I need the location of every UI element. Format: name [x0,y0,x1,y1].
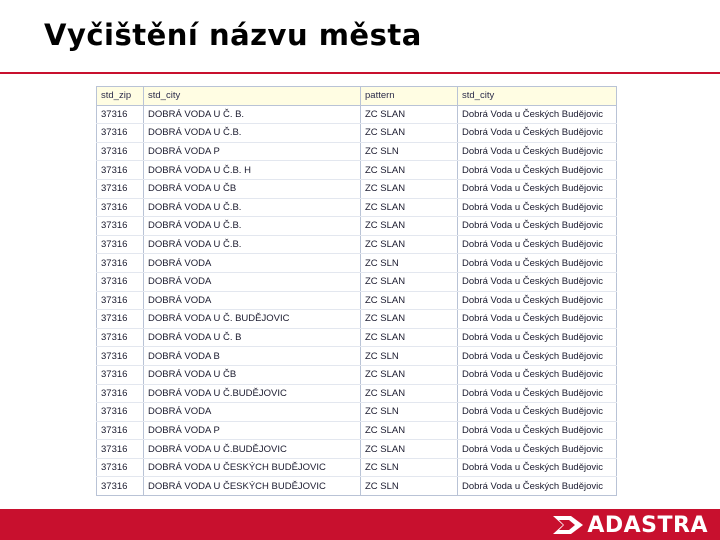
table-cell: ZC SLN [361,254,458,273]
table-row [97,217,617,236]
table-cell: DOBRÁ VODA P [144,421,361,440]
table-cell: ZC SLN [361,403,458,422]
table-cell: DOBRÁ VODA U Č. B [144,328,361,347]
table-row [97,458,617,477]
table-cell: 37316 [97,347,144,366]
table-cell: 37316 [97,254,144,273]
column-header: std_city [144,87,361,106]
table-row [97,105,617,124]
table-cell: 37316 [97,124,144,143]
table-cell: ZC SLN [361,347,458,366]
table-cell: Dobrá Voda u Českých Budějovic [458,384,617,403]
table-cell: 37316 [97,142,144,161]
table-cell: 37316 [97,291,144,310]
table-row [97,477,617,496]
slide-title: Vyčištění názvu města [44,18,422,52]
table-cell: Dobrá Voda u Českých Budějovic [458,124,617,143]
table-cell: Dobrá Voda u Českých Budějovic [458,347,617,366]
table-cell: DOBRÁ VODA P [144,142,361,161]
table-cell: Dobrá Voda u Českých Budějovic [458,365,617,384]
table-cell: Dobrá Voda u Českých Budějovic [458,310,617,329]
column-header: std_zip [97,87,144,106]
table-cell: ZC SLN [361,477,458,496]
column-header: pattern [361,87,458,106]
adastra-logo [553,513,708,537]
table-cell: ZC SLAN [361,365,458,384]
table-cell: 37316 [97,365,144,384]
table-row [97,179,617,198]
data-table-container [96,86,616,496]
table-cell: ZC SLAN [361,124,458,143]
table-cell: DOBRÁ VODA U ČB [144,365,361,384]
table-cell: DOBRÁ VODA U Č.B. [144,124,361,143]
table-cell: ZC SLN [361,458,458,477]
table-row [97,440,617,459]
table-cell: Dobrá Voda u Českých Budějovic [458,179,617,198]
table-body [97,105,617,495]
table-cell: Dobrá Voda u Českých Budějovic [458,403,617,422]
table-cell: ZC SLAN [361,198,458,217]
table-cell: DOBRÁ VODA U Č.BUDĚJOVIC [144,384,361,403]
table-cell: 37316 [97,235,144,254]
table-cell: Dobrá Voda u Českých Budějovic [458,440,617,459]
table-cell: DOBRÁ VODA U ČB [144,179,361,198]
table-cell: 37316 [97,198,144,217]
table-row [97,347,617,366]
column-header: std_city [458,87,617,106]
table-row [97,254,617,273]
table-cell: DOBRÁ VODA U Č.BUDĚJOVIC [144,440,361,459]
table-cell: ZC SLAN [361,217,458,236]
table-cell: ZC SLAN [361,328,458,347]
table-cell: 37316 [97,272,144,291]
table-row [97,403,617,422]
table-row [97,235,617,254]
table-cell: ZC SLAN [361,105,458,124]
table-cell: Dobrá Voda u Českých Budějovic [458,198,617,217]
table-cell: 37316 [97,105,144,124]
table-cell: DOBRÁ VODA B [144,347,361,366]
table-cell: DOBRÁ VODA U ČESKÝCH BUDĚJOVIC [144,477,361,496]
table-row [97,384,617,403]
table-cell: ZC SLN [361,142,458,161]
adastra-logo-icon [553,514,583,536]
table-cell: 37316 [97,179,144,198]
table-cell: ZC SLAN [361,440,458,459]
table-cell: ZC SLAN [361,310,458,329]
data-table [96,86,617,496]
table-row [97,272,617,291]
table-row [97,291,617,310]
table-cell: 37316 [97,161,144,180]
table-cell: DOBRÁ VODA [144,254,361,273]
table-cell: Dobrá Voda u Českých Budějovic [458,291,617,310]
table-cell: DOBRÁ VODA U Č.B. [144,217,361,236]
table-row [97,161,617,180]
table-cell: Dobrá Voda u Českých Budějovic [458,328,617,347]
table-cell: DOBRÁ VODA U Č. BUDĚJOVIC [144,310,361,329]
table-header-row [97,87,617,106]
table-row [97,421,617,440]
table-cell: ZC SLAN [361,291,458,310]
table-cell: 37316 [97,217,144,236]
table-cell: DOBRÁ VODA [144,272,361,291]
table-cell: DOBRÁ VODA U Č.B. [144,235,361,254]
table-cell: Dobrá Voda u Českých Budějovic [458,272,617,291]
table-cell: ZC SLAN [361,272,458,291]
footer-bar [0,509,720,540]
table-cell: 37316 [97,440,144,459]
table-cell: 37316 [97,310,144,329]
table-cell: ZC SLAN [361,161,458,180]
table-cell: 37316 [97,328,144,347]
table-cell: 37316 [97,477,144,496]
table-cell: DOBRÁ VODA [144,291,361,310]
table-cell: Dobrá Voda u Českých Budějovic [458,161,617,180]
table-cell: Dobrá Voda u Českých Budějovic [458,217,617,236]
table-cell: Dobrá Voda u Českých Budějovic [458,421,617,440]
table-cell: 37316 [97,458,144,477]
table-cell: Dobrá Voda u Českých Budějovic [458,458,617,477]
table-cell: DOBRÁ VODA [144,403,361,422]
table-cell: DOBRÁ VODA U Č.B. [144,198,361,217]
table-cell: Dobrá Voda u Českých Budějovic [458,105,617,124]
table-cell: 37316 [97,403,144,422]
table-row [97,310,617,329]
table-cell: Dobrá Voda u Českých Budějovic [458,235,617,254]
table-cell: 37316 [97,421,144,440]
table-cell: ZC SLAN [361,235,458,254]
title-divider [0,72,720,74]
logo-text: ADASTRA [587,512,708,538]
table-cell: DOBRÁ VODA U ČESKÝCH BUDĚJOVIC [144,458,361,477]
table-cell: Dobrá Voda u Českých Budějovic [458,254,617,273]
table-row [97,328,617,347]
table-cell: ZC SLAN [361,384,458,403]
table-row [97,142,617,161]
table-cell: DOBRÁ VODA U Č.B. H [144,161,361,180]
table-row [97,198,617,217]
table-cell: ZC SLAN [361,421,458,440]
table-cell: DOBRÁ VODA U Č. B. [144,105,361,124]
table-cell: 37316 [97,384,144,403]
table-cell: Dobrá Voda u Českých Budějovic [458,477,617,496]
table-row [97,365,617,384]
table-cell: ZC SLAN [361,179,458,198]
table-cell: Dobrá Voda u Českých Budějovic [458,142,617,161]
table-row [97,124,617,143]
